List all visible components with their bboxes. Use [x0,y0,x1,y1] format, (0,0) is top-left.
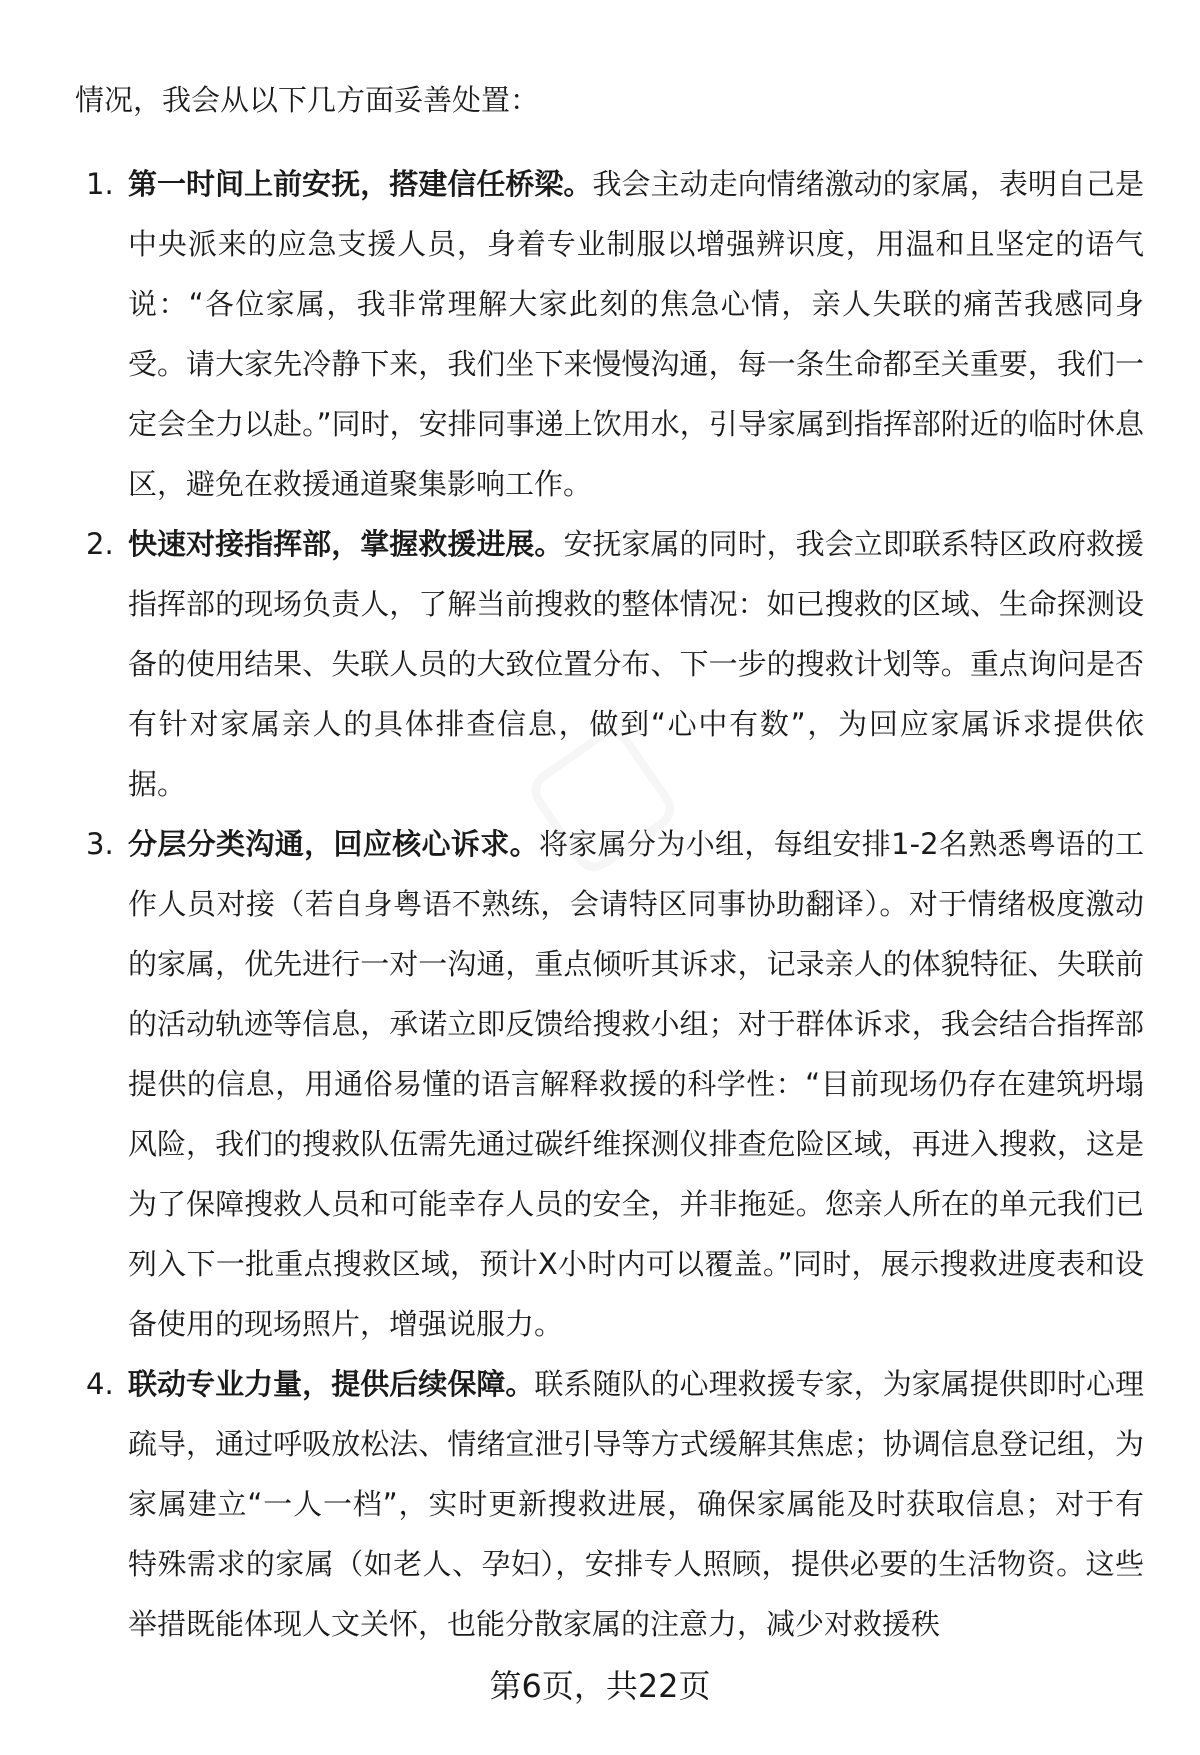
intro-text: 情况，我会从以下几方面妥善处置： [75,83,540,117]
list-item [0,514,1200,814]
list-paragraph [128,1354,1144,1654]
list-number: 2. [86,527,114,561]
list-item [0,814,1200,1354]
list-item [0,1354,1200,1654]
list-number: 4. [86,1367,114,1401]
item-heading: 分层分类沟通，回应核心诉求。 [128,827,539,861]
list-number: 1. [86,167,114,201]
list-paragraph [128,154,1144,514]
item-heading: 第一时间上前安抚，搭建信任桥梁。 [128,167,593,201]
item-body: 安抚家属的同时，我会立即联系特区政府救援指挥部的现场负责人，了解当前搜救的整体情况：如已搜救的区域、生命探测设备的使用结果、失联人员的大致位置分布、下一步的搜救计划等。重点询问是否有针对家属亲人的具体排查信息，做到“心中有数”，为回应家属诉求提供依据。 [128,527,1144,801]
list-item [0,154,1200,514]
page-number: 第6页，共22页 [489,1667,711,1705]
item-body: 将家属分为小组，每组安排1-2名熟悉粤语的工作人员对接（若自身粤语不熟练，会请特区同事协助翻译）。对于情绪极度激动的家属，优先进行一对一沟通，重点倾听其诉求，记录亲人的体貌特征、失联前的活动轨迹等信息，承诺立即反馈给搜救小组；对于群体诉求，我会结合指挥部提供的信息，用通俗易懂的语言解释救援的科学性：“目前现场仍存在建筑坍塌风险，我们的搜救队伍需先通过碳纤维探测仪排查危险区域，再进入搜救，这是为了保障搜救人员和可能幸存人员的安全，并非拖延。您亲人所在的单元我们已列入下一批重点搜救区域，预计X小时内可以覆盖。”同时，展示搜救进度表和设备使用的现场照片，增强说服力。 [128,827,1144,1341]
list-number: 3. [86,827,114,861]
item-heading: 联动专业力量，提供后续保障。 [128,1367,535,1401]
measures-list [0,154,1200,1654]
list-paragraph [128,514,1144,814]
item-heading: 快速对接指挥部，掌握救援进展。 [128,527,564,561]
list-paragraph [128,814,1144,1354]
item-body: 联系随队的心理救援专家，为家属提供即时心理疏导，通过呼吸放松法、情绪宣泄引导等方式缓解其焦虑；协调信息登记组，为家属建立“一人一档”，实时更新搜救进展，确保家属能及时获取信息；对于有特殊需求的家属（如老人、孕妇），安排专人照顾，提供必要的生活物资。这些举措既能体现人文关怀，也能分散家属的注意力，减少对救援秩 [128,1367,1144,1641]
item-body: 我会主动走向情绪激动的家属，表明自己是中央派来的应急支援人员，身着专业制服以增强辨识度，用温和且坚定的语气说：“各位家属，我非常理解大家此刻的焦急心情，亲人失联的痛苦我感同身受。请大家先冷静下来，我们坐下来慢慢沟通，每一条生命都至关重要，我们一定会全力以赴。”同时，安排同事递上饮用水，引导家属到指挥部附近的临时休息区，避免在救援通道聚集影响工作。 [128,167,1144,501]
